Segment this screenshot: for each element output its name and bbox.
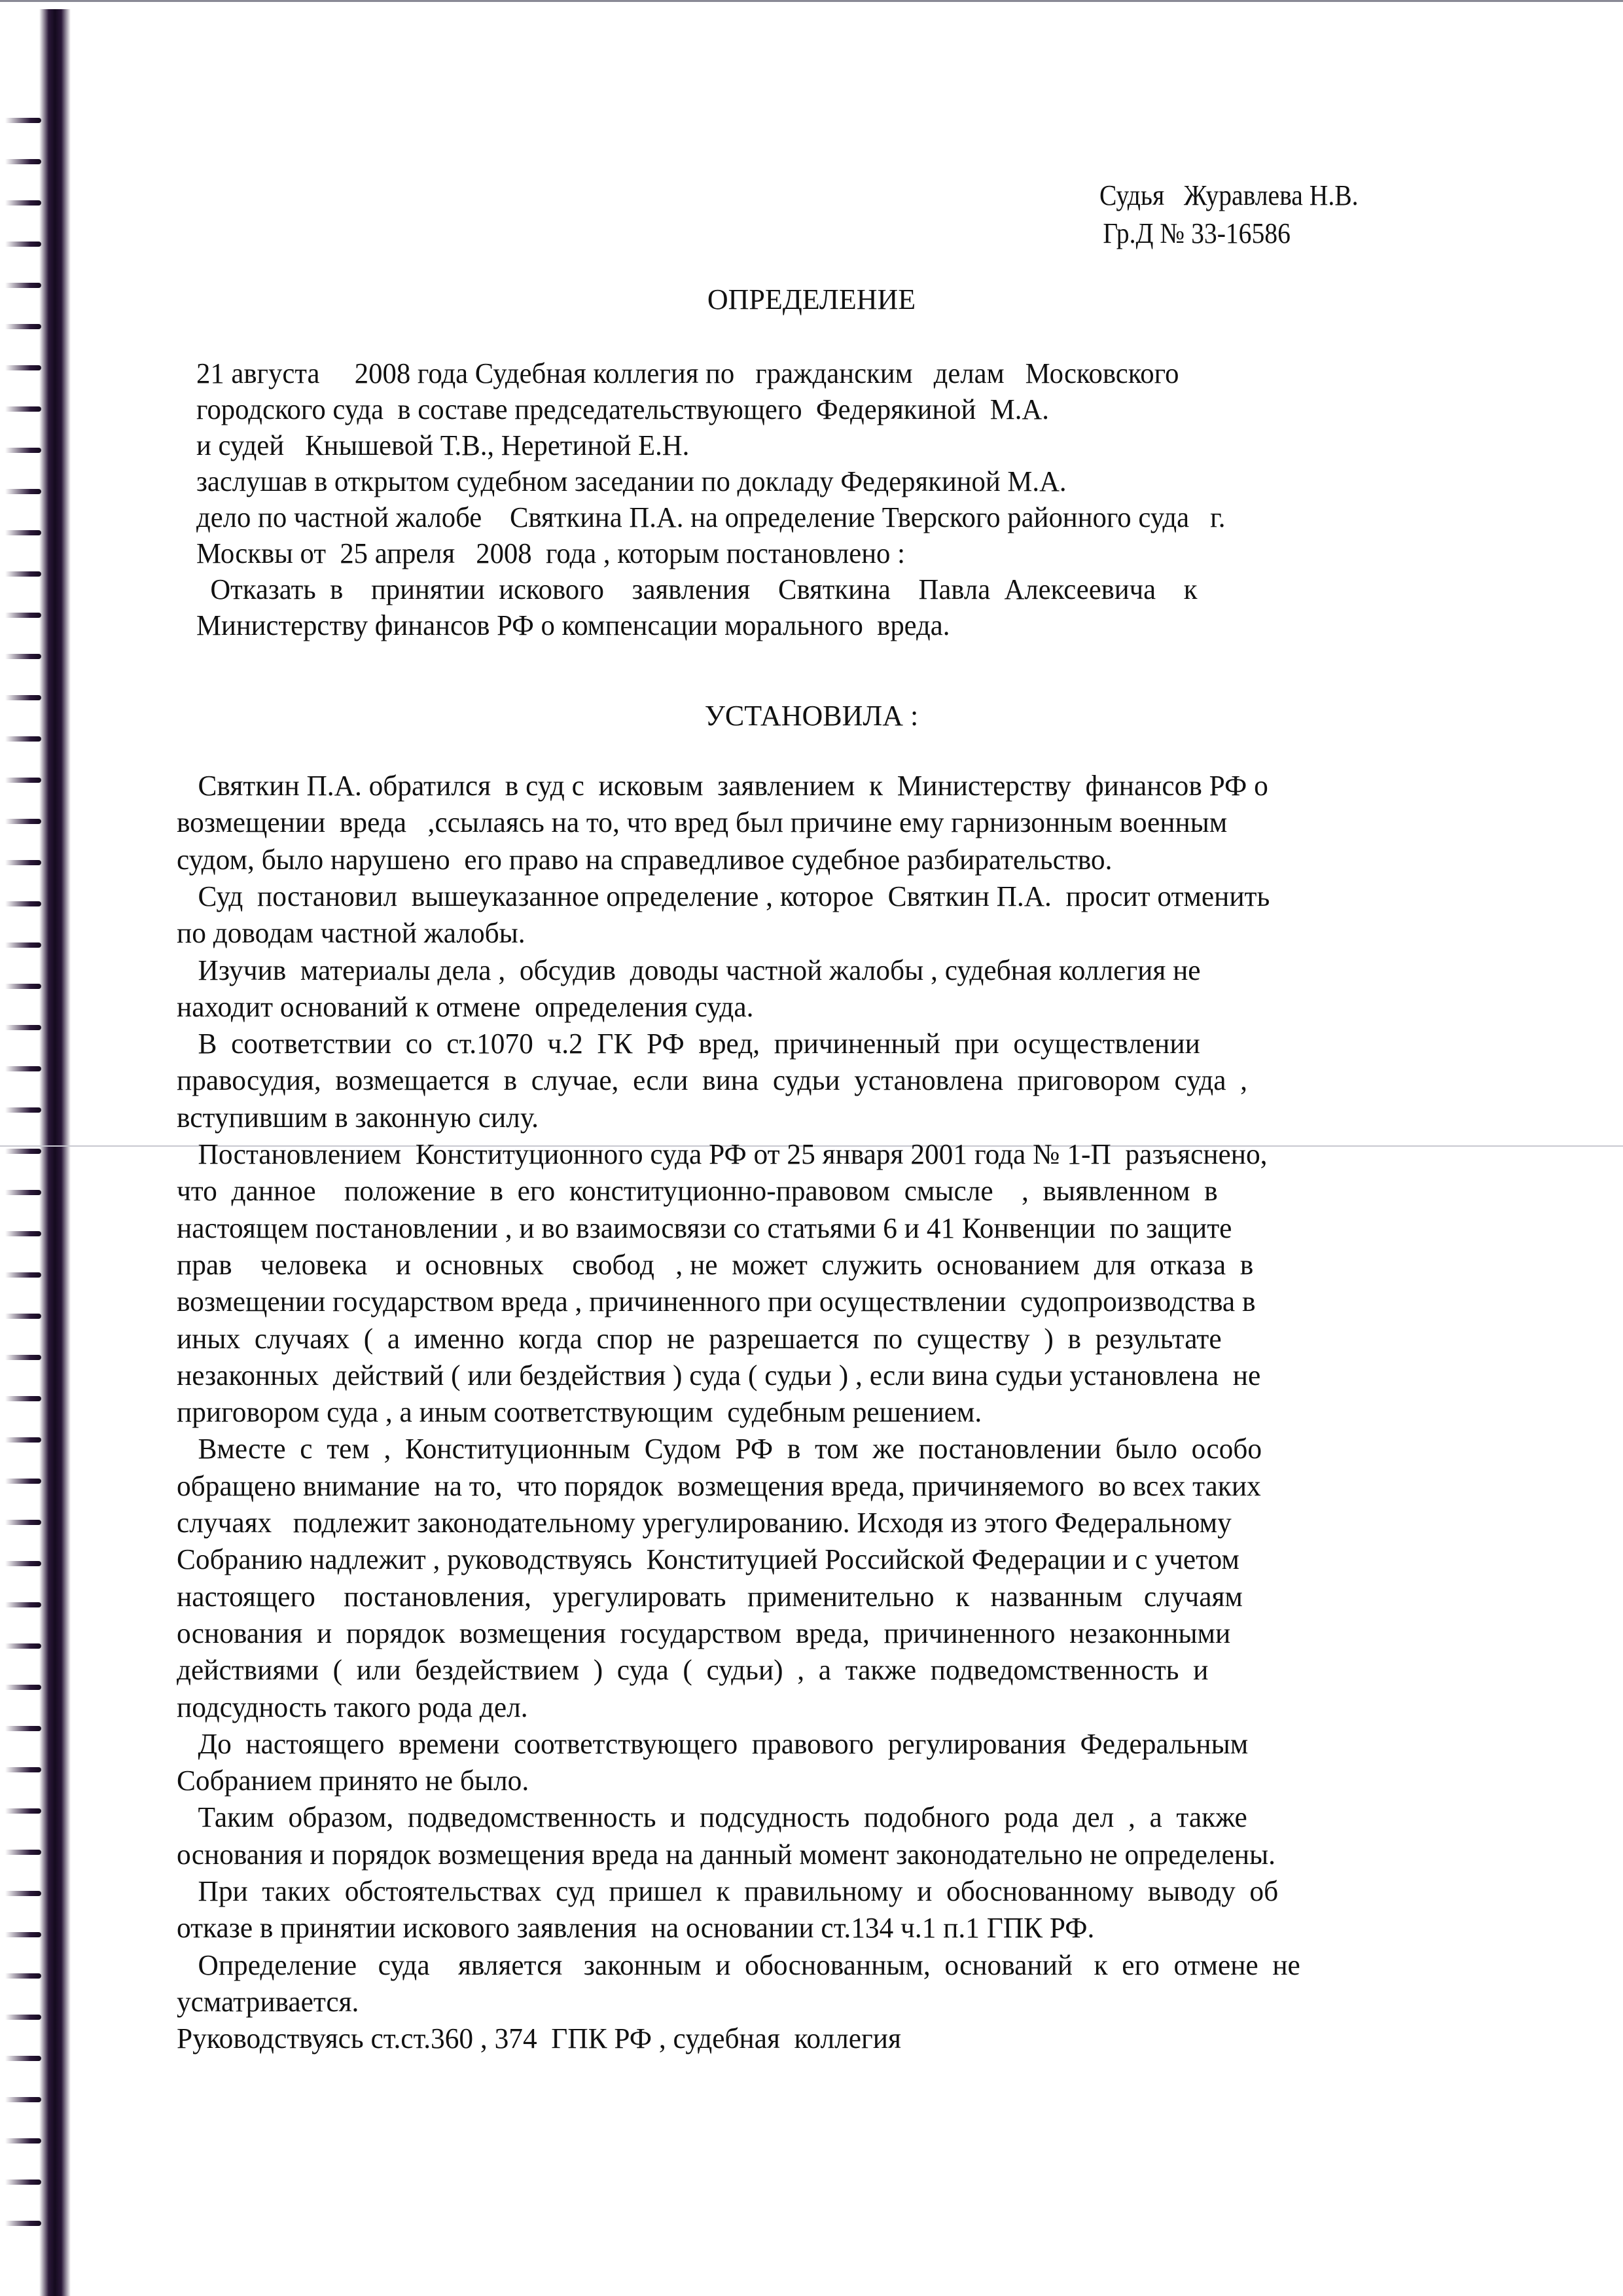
text-line: Отказать в принятии искового заявления Святкина Павла Алексеевича к [196, 573, 1198, 605]
binding-hole-mark [5, 2138, 41, 2144]
text-line: Постановлением Конституционного суда РФ от 25 января 2001 года № 1-П разъяснено, [177, 1138, 1268, 1170]
binding-hole-mark [5, 530, 41, 535]
text-line: Москвы от 25 апреля 2008 года , которым постановлено : [196, 537, 905, 569]
binding-hole-mark [5, 1891, 41, 1896]
judge-name: Судья Журавлева Н.В. [1099, 179, 1359, 211]
binding-hole-mark [5, 2221, 41, 2226]
binding-hole-mark [5, 1025, 41, 1030]
text-line: основания и порядок возмещения государством вреда, причиненного незаконными [177, 1617, 1231, 1649]
text-line: Определение суда является законным и обоснованным, оснований к его отмене не [177, 1948, 1300, 1981]
binding-hole-mark [5, 778, 41, 783]
text-line: настоящего постановления, урегулировать применительно к названным случаям [177, 1580, 1243, 1613]
binding-hole-mark [5, 860, 41, 865]
binding-hole-mark [5, 159, 41, 164]
binding-hole-mark [5, 406, 41, 412]
binding-hole-mark [5, 1850, 41, 1855]
binding-hole-mark [5, 1726, 41, 1731]
case-number: Гр.Д № 33-16586 [1103, 217, 1291, 249]
binding-hole-mark [5, 1561, 41, 1566]
binding-hole-mark [5, 1973, 41, 1979]
text-line: по доводам частной жалобы. [177, 917, 526, 950]
binding-hole-mark [5, 200, 41, 206]
binding-hole-mark [5, 1314, 41, 1319]
binding-hole-mark [5, 1685, 41, 1690]
text-line: Суд постановил вышеуказанное определение , которое Святкин П.А. просит отменить [177, 880, 1270, 912]
binding-hole-mark [5, 613, 41, 618]
document-header [1099, 177, 1359, 253]
binding-hole-mark [5, 1272, 41, 1278]
binding-hole-mark [5, 1396, 41, 1401]
binding-hole-mark [5, 1602, 41, 1607]
text-line: Изучив материалы дела , обсудив доводы частной жалобы , судебная коллегия не [177, 954, 1201, 986]
binding-hole-mark [5, 1643, 41, 1649]
text-line: При таких обстоятельствах суд пришел к правильному и обоснованному выводу об [177, 1875, 1279, 1907]
binding-hole-mark [5, 2179, 41, 2185]
text-line: основания и порядок возмещения вреда на данный момент законодательно не определены. [177, 1838, 1276, 1871]
text-line: иных случаях ( а именно когда спор не разрешается по существу ) в результате [177, 1322, 1222, 1355]
binding-hole-mark [5, 654, 41, 659]
text-line: что данное положение в его конституционно-правовом смысле , выявленном в [177, 1175, 1218, 1208]
binding-hole-mark [5, 736, 41, 742]
text-line: судом, было нарушено его право на справедливое судебное разбирательство. [177, 843, 1113, 876]
text-line: отказе в принятии искового заявления на основании ст.134 ч.1 п.1 ГПК РФ. [177, 1912, 1095, 1945]
binding-hole-mark [5, 2015, 41, 2020]
binding-hole-mark [5, 489, 41, 494]
text-line: 21 августа 2008 года Судебная коллегия по гражданским делам Московского [196, 357, 1179, 389]
binding-hole-mark [5, 984, 41, 989]
text-line: В соответствии со ст.1070 ч.2 ГК РФ вред, причиненный при осуществлении [177, 1028, 1200, 1060]
text-line: правосудия, возмещается в случае, если вина судьи установлена приговором суда , [177, 1064, 1247, 1097]
binding-hole-mark [5, 942, 41, 948]
binding-hole-mark [5, 1149, 41, 1154]
binding-hole-mark [5, 819, 41, 824]
text-line: и судей Кнышевой Т.В., Неретиной Е.Н. [196, 429, 690, 461]
binding-hole-mark [5, 448, 41, 453]
text-line: городского суда в составе председательствующего Федерякиной М.А. [196, 393, 1049, 425]
text-line: Министерству финансов РФ о компенсации морального вреда. [196, 609, 950, 641]
text-line: Собранием принято не было. [177, 1765, 529, 1797]
text-line: незаконных действий ( или бездействия ) суда ( судьи ) , если вина судьи установлена не [177, 1359, 1261, 1391]
binding-hole-mark [5, 2097, 41, 2102]
text-line: случаях подлежит законодательному урегулированию. Исходя из этого Федеральному [177, 1507, 1232, 1539]
text-line: Святкин П.А. обратился в суд с исковым заявлением к Министерству финансов РФ о [177, 770, 1268, 802]
binding-hole-mark [5, 2056, 41, 2061]
binding-hole-mark [5, 242, 41, 247]
binding-hole-mark [5, 571, 41, 577]
binding-hole-mark [5, 365, 41, 370]
text-line: прав человека и основных свобод , не может служить основанием для отказа в [177, 1248, 1254, 1281]
binding-hole-mark [5, 1355, 41, 1360]
text-line: обращено внимание на то, что порядок возмещения вреда, причиняемого во всех таких [177, 1469, 1261, 1502]
text-line: Руководствуясь ст.ст.360 , 374 ГПК РФ , судебная коллегия [177, 2022, 901, 2055]
binding-hole-mark [5, 1190, 41, 1195]
binding-holes [5, 118, 45, 2278]
binding-hole-mark [5, 1520, 41, 1525]
text-line: настоящем постановлении , и во взаимосвязи со статьями 6 и 41 Конвенции по защите [177, 1211, 1232, 1244]
text-line: усматривается. [177, 1985, 359, 2018]
binding-hole-mark [5, 901, 41, 906]
binding-hole-mark [5, 1107, 41, 1113]
text-line: возмещении вреда ,ссылаясь на то, что вред был причине ему гарнизонным военным [177, 806, 1228, 839]
text-line: возмещении государством вреда , причиненного при осуществлении судопроизводства в [177, 1285, 1256, 1318]
scan-top-edge [0, 0, 1623, 2]
text-line: Таким образом, подведомственность и подсудность подобного рода дел , а также [177, 1801, 1247, 1834]
binding-hole-mark [5, 1066, 41, 1071]
document-title: ОПРЕДЕЛЕНИЕ [707, 283, 916, 315]
binding-hole-mark [5, 1231, 41, 1236]
text-line: подсудность такого рода дел. [177, 1691, 528, 1723]
text-line: Собранию надлежит , руководствуясь Конституцией Российской Федерации и с учетом [177, 1543, 1240, 1576]
binding-hole-mark [5, 1479, 41, 1484]
text-line: приговором суда , а иным соответствующим судебным решением. [177, 1396, 982, 1429]
binding-hole-mark [5, 1932, 41, 1937]
text-line: Вместе с тем , Конституционным Судом РФ в том же постановлении было особо [177, 1433, 1262, 1465]
text-line: До настоящего времени соответствующего правового регулирования Федеральным [177, 1727, 1249, 1760]
binding-hole-mark [5, 1767, 41, 1772]
binding-hole-mark [5, 1437, 41, 1443]
binding-hole-mark [5, 324, 41, 329]
text-line: действиями ( или бездействием ) суда ( судьи) , а также подведомственность и [177, 1654, 1209, 1687]
binding-hole-mark [5, 118, 41, 123]
section-title: УСТАНОВИЛА : [704, 700, 919, 732]
text-line: дело по частной жалобе Святкина П.А. на определение Тверского районного суда г. [196, 501, 1226, 533]
text-line: заслушав в открытом судебном заседании по докладу Федерякиной М.А. [196, 465, 1067, 497]
binding-hole-mark [5, 1808, 41, 1814]
text-line: вступившим в законную силу. [177, 1101, 539, 1134]
text-line: находит оснований к отмене определения суда. [177, 990, 754, 1023]
